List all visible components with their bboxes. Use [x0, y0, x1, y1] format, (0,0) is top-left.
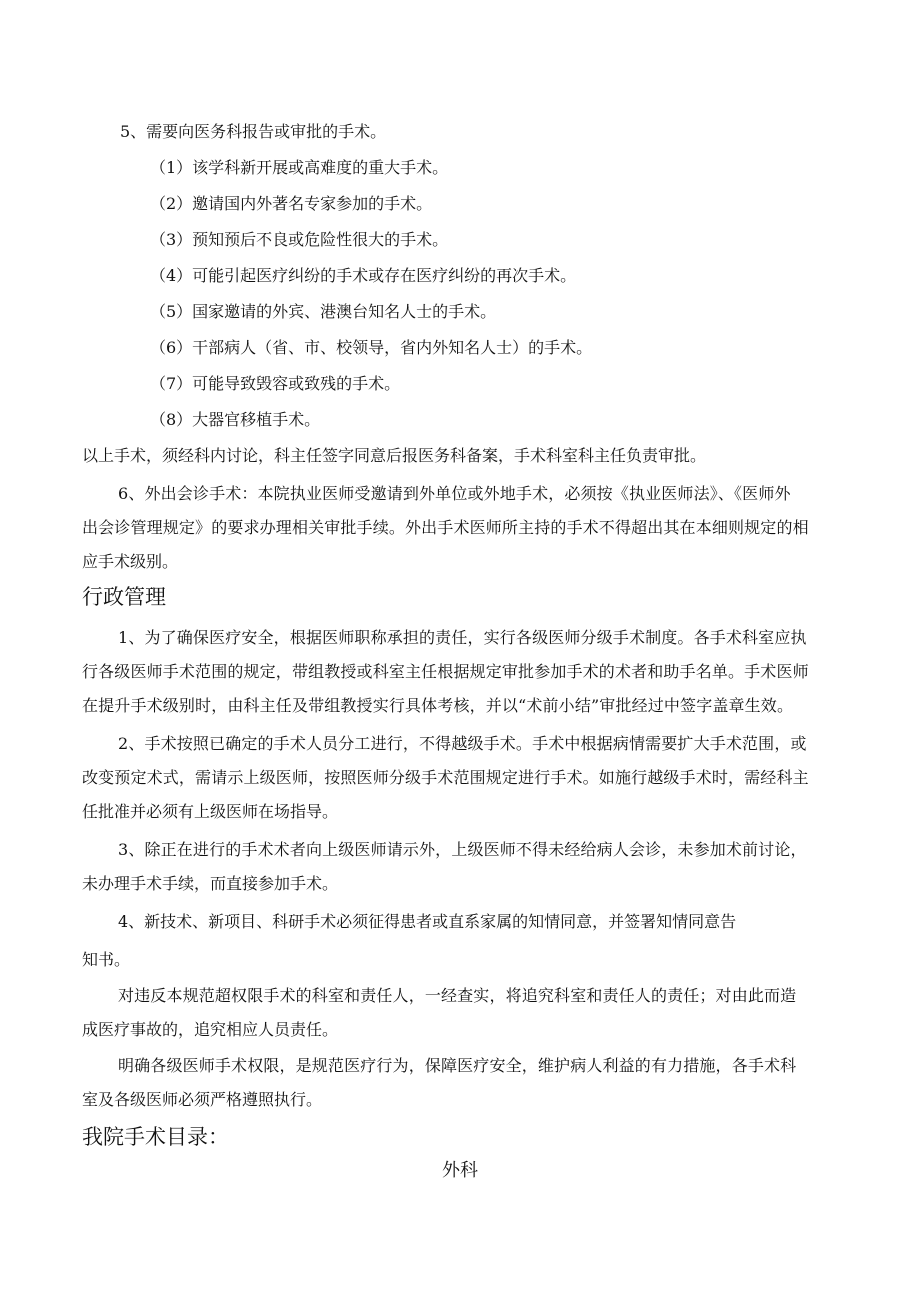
- item5-subitem-7: （7）可能导致毁容或致残的手术。: [150, 374, 401, 393]
- admin-p6-line-2: 室及各级医师必须严格遵照执行。: [82, 1090, 323, 1109]
- admin-p2-line-2: 改变预定术式，需请示上级医师，按照医师分级手术范围规定进行手术。如施行越级手术时，需经科主: [82, 768, 809, 787]
- admin-p3-line-1: 3、除正在进行的手术术者向上级医师请示外，上级医师不得未经给病人会诊，未参加术前讨论，: [118, 840, 807, 859]
- item5-subitem-1: （1）该学科新开展或高难度的重大手术。: [150, 158, 449, 177]
- catalog-heading: 我院手术目录：: [82, 1125, 229, 1149]
- item5-subitem-6: （6）干部病人（省、市、校领导，省内外知名人士）的手术。: [150, 338, 593, 357]
- item5-note: 以上手术，须经科内讨论，科主任签字同意后报医务科备案，手术科室科主任负责审批。: [82, 446, 707, 465]
- admin-p2-line-1: 2、手术按照已确定的手术人员分工进行，不得越级手术。手术中根据病情需要扩大手术范围，或: [118, 734, 807, 753]
- admin-p5-line-2: 成医疗事故的，追究相应人员责任。: [82, 1020, 339, 1039]
- item6-line-3: 应手术级别。: [82, 552, 179, 571]
- admin-p1-line-1: 1、为了确保医疗安全，根据医师职称承担的责任，实行各级医师分级手术制度。各手术科室应执: [118, 628, 807, 647]
- admin-p4-line-2: 知书。: [82, 950, 131, 969]
- admin-p4-line-1: 4、新技术、新项目、科研手术必须征得患者或直系家属的知情同意，并签署知情同意告: [118, 912, 737, 931]
- item5-subitem-3: （3）预知预后不良或危险性很大的手术。: [150, 230, 449, 249]
- item6-line-1: 6、外出会诊手术：本院执业医师受邀请到外单位或外地手术，必须按《执业医师法》、《医师外: [118, 484, 791, 503]
- admin-p2-line-3: 任批准并必须有上级医师在场指导。: [82, 802, 339, 821]
- admin-heading: 行政管理: [82, 585, 166, 609]
- item5-subitem-2: （2）邀请国内外著名专家参加的手术。: [150, 194, 433, 213]
- admin-p1-line-2: 行各级医师手术范围的规定，带组教授或科室主任根据规定审批参加手术的术者和助手名单。手术医师: [82, 662, 809, 681]
- item5-subitem-8: （8）大器官移植手术。: [150, 410, 321, 429]
- catalog-section-title: 外科: [442, 1160, 478, 1181]
- item6-line-2: 出会诊管理规定》的要求办理相关审批手续。外出手术医师所主持的手术不得超出其在本细则规定的相: [82, 518, 809, 537]
- admin-p6-line-1: 明确各级医师手术权限，是规范医疗行为，保障医疗安全，维护病人利益的有力措施，各手术科: [118, 1056, 797, 1075]
- item5-title: 5、需要向医务科报告或审批的手术。: [120, 122, 387, 141]
- item5-subitem-5: （5）国家邀请的外宾、港澳台知名人士的手术。: [150, 302, 497, 321]
- admin-p5-line-1: 对违反本规范超权限手术的科室和责任人，一经查实，将追究科室和责任人的责任；对由此而造: [118, 986, 797, 1005]
- admin-p1-line-3: 在提升手术级别时，由科主任及带组教授实行具体考核，并以“术前小结”审批经过中签字盖章生效。: [82, 696, 794, 715]
- admin-p3-line-2: 未办理手术手续，而直接参加手术。: [82, 874, 339, 893]
- item5-subitem-4: （4）可能引起医疗纠纷的手术或存在医疗纠纷的再次手术。: [150, 266, 577, 285]
